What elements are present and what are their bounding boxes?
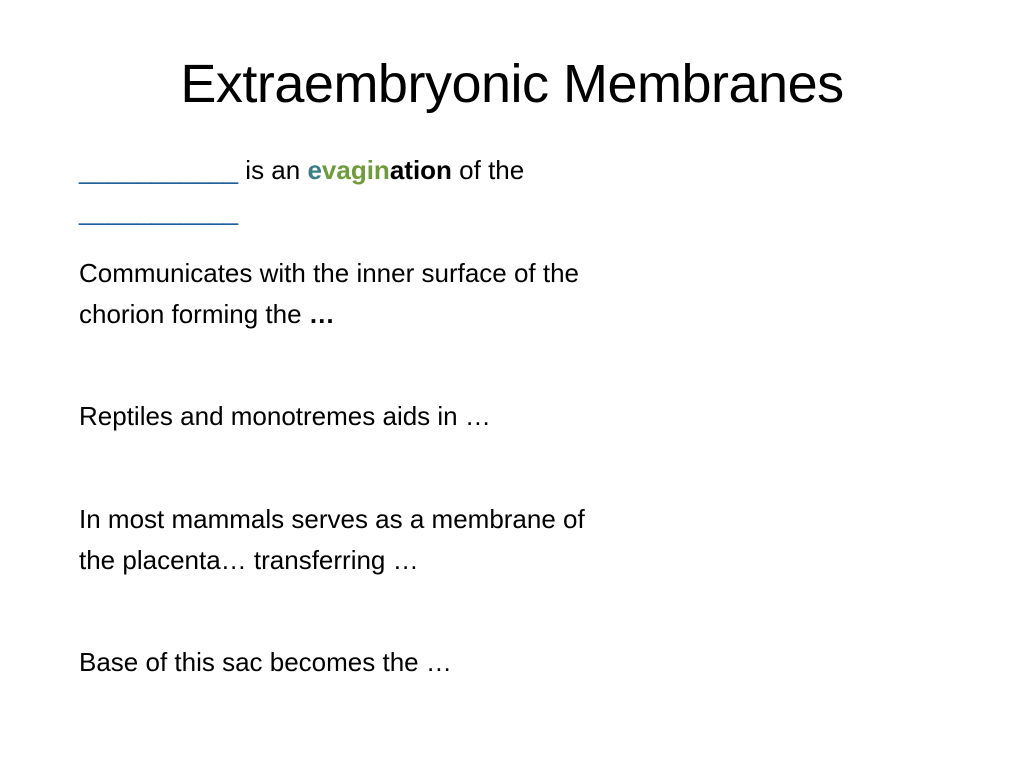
bullet-reptiles: Reptiles and monotremes aids in … (79, 401, 491, 431)
bullet-mammals-line1: In most mammals serves as a membrane of (79, 504, 585, 534)
bullet-communicates-line2 (79, 294, 335, 335)
chorion-text: chorion forming the (79, 299, 309, 329)
bullet-evagination-line2 (79, 191, 238, 232)
fill-in-blank-2: ___________ (79, 196, 239, 226)
evagination-ation: ation (389, 155, 452, 185)
fill-in-blank-1: ___________ (79, 155, 239, 185)
bullet-evagination-line1 (79, 150, 524, 191)
text-of-the: of the (451, 155, 525, 185)
slide-title: Extraembryonic Membranes (180, 54, 844, 114)
chorion-ellipsis: … (308, 299, 335, 329)
bullet-communicates-line1: Communicates with the inner surface of the (79, 258, 580, 288)
text-is-an: is an (238, 155, 308, 185)
evagination-vagin: vagin (321, 155, 390, 185)
bullet-mammals-line2: the placenta… transferring … (79, 545, 419, 575)
bullet-base-of-sac: Base of this sac becomes the … (79, 647, 452, 677)
evagination-e: e (307, 155, 322, 185)
